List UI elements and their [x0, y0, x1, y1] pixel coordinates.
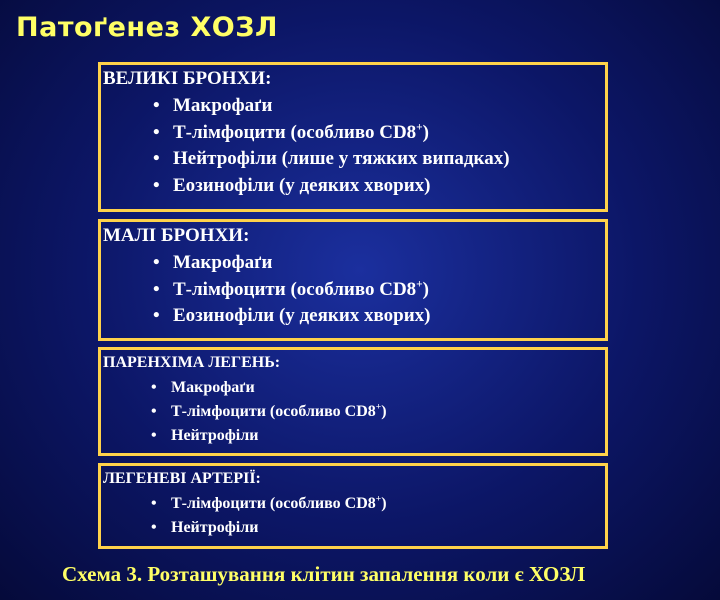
list-item: • Нейтрофіли — [151, 424, 387, 448]
section-small-bronchi — [98, 219, 608, 341]
list-item: • Т-лімфоцити (особливо CD8+) — [151, 492, 387, 516]
list-item: • Макрофаґи — [153, 250, 431, 277]
section-lung-parenchyma — [98, 347, 608, 456]
list-item: • Т-лімфоцити (особливо CD8+) — [153, 120, 510, 147]
section-heading: МАЛІ БРОНХИ: — [103, 225, 250, 246]
list-item: • Макрофаґи — [151, 376, 387, 400]
cell-list — [153, 250, 431, 330]
list-item: • Т-лімфоцити (особливо CD8+) — [151, 400, 387, 424]
list-item: • Макрофаґи — [153, 93, 510, 120]
figure-caption: Схема 3. Розташування клітин запалення коли є ХОЗЛ — [62, 562, 586, 586]
list-item: • Еозинофіли (у деяких хворих) — [153, 303, 431, 330]
page-title: Патоґенез ХОЗЛ — [16, 12, 278, 43]
section-heading: ВЕЛИКІ БРОНХИ: — [103, 68, 272, 89]
section-heading: ЛЕГЕНЕВІ АРТЕРІЇ: — [103, 470, 261, 487]
section-pulmonary-arteries — [98, 463, 608, 549]
cell-list — [151, 376, 387, 448]
cell-list — [153, 93, 510, 199]
section-heading: ПАРЕНХІМА ЛЕГЕНЬ: — [103, 354, 281, 371]
list-item: • Нейтрофіли (лише у тяжких випадках) — [153, 146, 510, 173]
list-item: • Нейтрофіли — [151, 516, 387, 540]
section-large-bronchi — [98, 62, 608, 212]
cell-list — [151, 492, 387, 540]
list-item: • Т-лімфоцити (особливо CD8+) — [153, 277, 431, 304]
list-item: • Еозинофіли (у деяких хворих) — [153, 173, 510, 200]
